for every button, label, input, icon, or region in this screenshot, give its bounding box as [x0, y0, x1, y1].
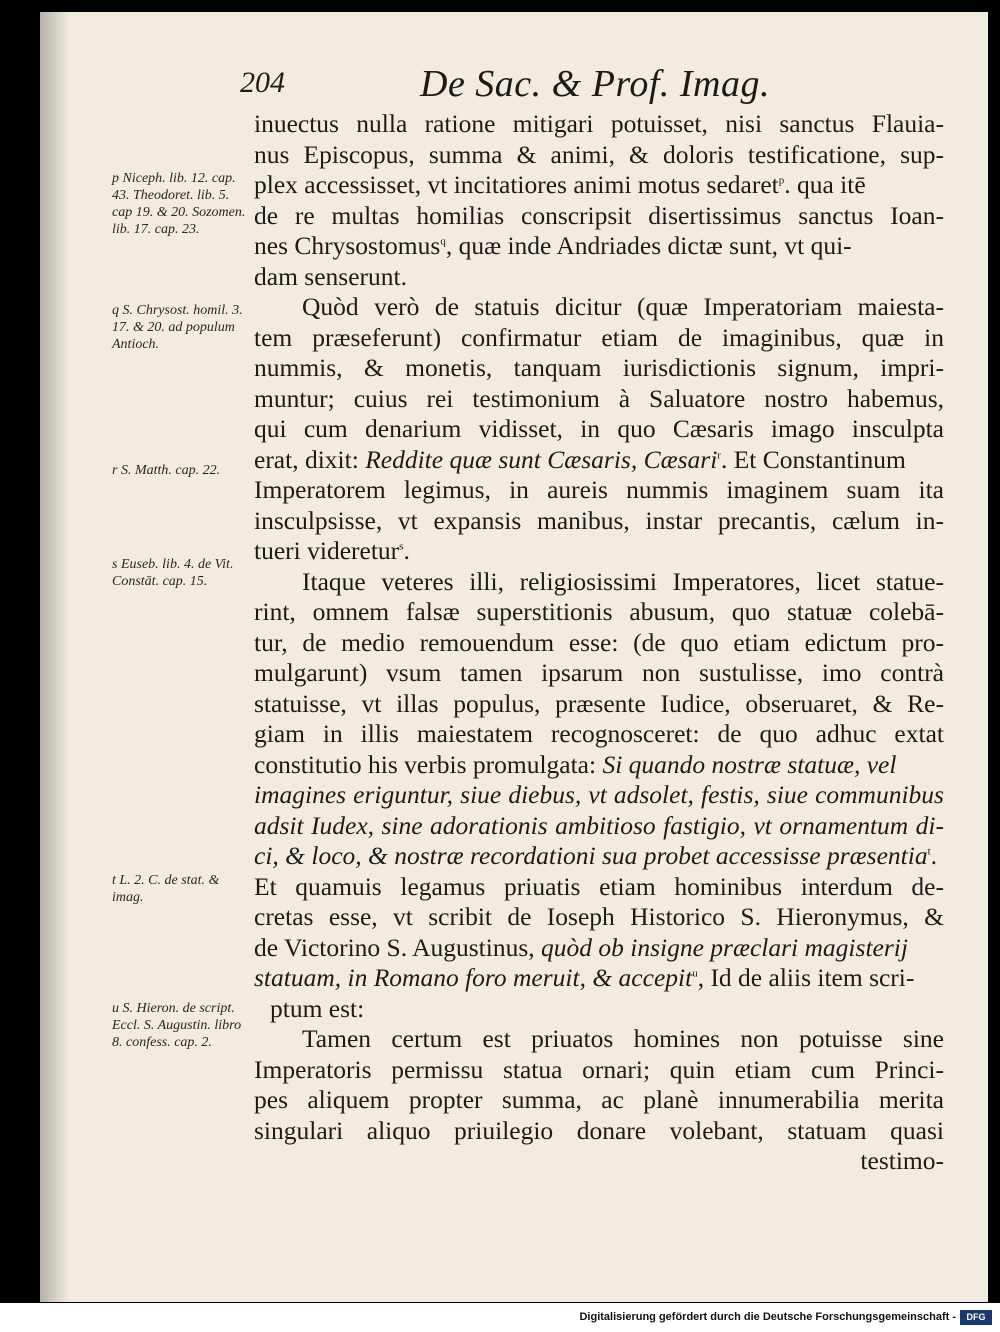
text-line: nus Episcopus, summa & animi, & doloris testificatione, sup-	[254, 139, 944, 169]
page-number: 204	[240, 66, 285, 99]
text-line: qui cum denarium vidisset, in quo Cæsaris imago insculpta	[254, 414, 944, 443]
book-page	[40, 12, 988, 1302]
note-marker-r: r	[717, 449, 721, 461]
text-line: de Victorino S. Augustinus, quòd ob insigne præclari magisterij	[254, 932, 908, 962]
text-line: statuisse, vt illas populus, præsente Iudice, obseruaret, & Re-	[254, 688, 944, 718]
italic-quote: Reddite quæ sunt Cæsaris, Cæsari	[365, 444, 718, 474]
text-line: imagines eriguntur, siue diebus, vt adsolet, festis, siue communibus	[254, 780, 944, 809]
text-line: Itaque veteres illi, religiosissimi Imperatores, licet statue-	[302, 566, 944, 596]
margin-note-u: u S. Hieron. de script. Eccl. S. Augustin. libro 8. confess. cap. 2.	[112, 1001, 242, 1050]
text-line: tur, de medio remouendum esse: (de quo etiam edictum pro-	[254, 627, 944, 657]
margin-notes	[40, 12, 246, 1302]
italic-quote: quòd ob insigne præclari magisterij	[541, 932, 908, 962]
text-line: insculpsisse, vt expansis manibus, instar precantis, cælum in-	[254, 505, 944, 535]
text-line: plex accessisset, vt incitatiores animi motus sedaret$^p$. qua itē	[254, 170, 866, 199]
page-header	[240, 62, 960, 112]
text-line: constitutio his verbis promulgata: Si quando nostræ statuæ, vel	[254, 749, 897, 779]
note-marker-p: p	[778, 174, 785, 187]
funding-notice: Digitalisierung gefördert durch die Deutsche Forschungsgemeinschaft -	[579, 1311, 956, 1323]
running-head: De Sac. & Prof. Imag.	[420, 63, 770, 105]
margin-note-t: t L. 2. C. de stat. & imag.	[112, 873, 220, 905]
margin-note-s: s Euseb. lib. 4. de Vit. Constāt. cap. 15.	[112, 557, 234, 589]
text-line: inuectus nulla ratione mitigari potuisset, nisi sanctus Flauia-	[254, 109, 944, 138]
text-line: Tamen certum est priuatos homines non potuisse sine	[302, 1024, 944, 1053]
text-line: giam in illis maiestatem recognosceret: de quo adhuc extat	[254, 719, 944, 748]
text-line: Imperatoris permissu statua ornari; quin etiam cum Princi-	[254, 1054, 944, 1084]
text-line: nummis, & monetis, tanquam iurisdictionis signum, impri-	[254, 353, 944, 382]
margin-note-q: q S. Chrysost. homil. 3. 17. & 20. ad populum Antioch.	[112, 303, 243, 352]
text-line: Imperatorem legimus, in aureis nummis imaginem suam ita	[254, 475, 944, 504]
body-text	[254, 109, 944, 1177]
text-line: erat, dixit: Reddite quæ sunt Cæsaris, Cæsari$^r$. Et Constantinum	[254, 444, 906, 474]
margin-note-r: r S. Matth. cap. 22.	[112, 463, 221, 478]
italic-quote: Si quando nostræ statuæ, vel	[602, 749, 897, 779]
text-line: de re multas homilias conscripsit disertissimus sanctus Ioan-	[254, 200, 944, 230]
text-line: tem præseferunt) confirmatur etiam de imaginibus, quæ in	[254, 322, 944, 352]
text-line: Quòd verò de statuis dicitur (quæ Imperatoriam maiesta-	[302, 292, 944, 321]
note-marker-u: u	[692, 967, 698, 980]
text-line: Et quamuis legamus priuatis etiam hominibus interdum de-	[254, 871, 944, 901]
dfg-logo: DFG	[960, 1310, 992, 1325]
text-line: ptum est:	[270, 993, 365, 1023]
note-marker-q: q	[440, 235, 446, 248]
note-marker-s: s	[399, 540, 404, 553]
text-line: rint, omnem falsæ superstitionis abusum, quo statuæ colebā-	[254, 597, 944, 626]
text-line: ci, & loco, & nostræ recordationi sua probet accessisse præsentia$^t$.	[254, 841, 938, 870]
catchword: testimo-	[860, 1146, 944, 1175]
text-line: dam senserunt.	[254, 261, 407, 291]
text-line: nes Chrysostomus$^q$, quæ inde Andriades dictæ sunt, vt qui-	[254, 231, 852, 260]
note-marker-t: t	[927, 845, 931, 858]
text-line: muntur; cuius rei testimonium à Saluatore nostro habemus,	[254, 383, 944, 413]
text-line: singulari aliquo priuilegio donare volebant, statuam quasi	[254, 1115, 944, 1145]
text-line: adsit Iudex, sine adorationis ambitioso fastigio, vt ornamentum di-	[254, 810, 944, 840]
text-line: statuam, in Romano foro meruit, & accepit$^u$, Id de aliis item scri-	[254, 963, 915, 992]
text-line: mulgarunt) vsum tamen ipsarum non sustulisse, imo contrà	[254, 658, 944, 687]
margin-note-p: p Niceph. lib. 12. cap. 43. Theodoret. lib. 5. cap 19. & 20. Sozomen. lib. 17. cap. 23.	[112, 171, 246, 237]
text-line: tueri videretur$^s$.	[254, 536, 410, 565]
text-line: pes aliquem propter summa, ac planè innumerabilia merita	[254, 1085, 944, 1114]
text-line: cretas esse, vt scribit de Ioseph Historico S. Hieronymus, &	[254, 902, 944, 931]
footer-bar	[0, 1303, 1000, 1332]
